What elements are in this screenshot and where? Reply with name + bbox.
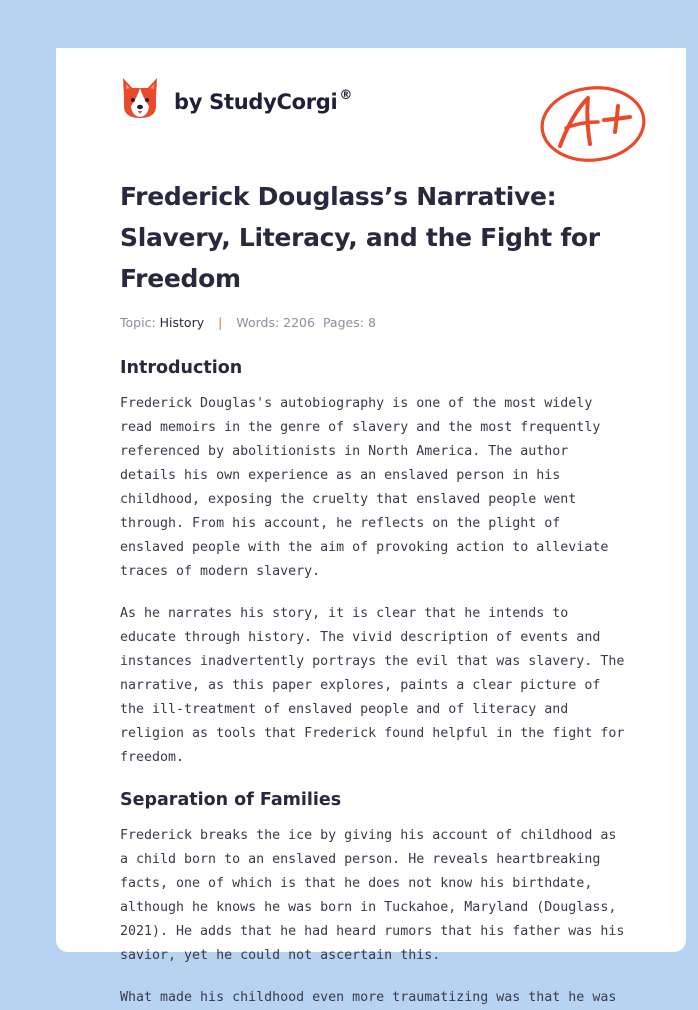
words-label: Words:	[236, 315, 280, 330]
section-heading-introduction: Introduction	[120, 358, 243, 378]
paragraph: Frederick Douglas's autobiography is one of the most widely read memoirs in the genre of slavery and the most frequently referenced by abolitionists in North America. The author details his own experience as an enslaved person in his childhood, exposing the cruelty that enslaved people went through. From his account, he reflects on the plight of enslaved people with the aim of provoking action to alleviate traces of modern slavery.	[120, 396, 609, 579]
a-plus-icon	[538, 84, 648, 164]
topic-value[interactable]: History	[159, 315, 205, 330]
paragraph: Frederick breaks the ice by giving his account of childhood as a child born to an enslaved person. He reveals heartbreaking facts, one of which is that he does not know his birthdate, although he knows he was born in Tuckahoe, Maryland (Douglass, 2021). He adds that he had heard rumors that his father was his savior, yet he could not ascertain this.	[120, 828, 625, 963]
brand-logo[interactable]	[120, 76, 352, 120]
topic-label: Topic:	[120, 315, 156, 330]
grade-badge	[538, 84, 648, 168]
document-content	[120, 176, 632, 1010]
section-heading-separation-of-families: Separation of Families	[120, 790, 342, 810]
document-title: Frederick Douglass’s Narrative: Slavery, Literacy, and the Fight for Freedom	[120, 182, 600, 293]
paragraph: As he narrates his story, it is clear that he intends to educate through history. The vivid description of events and instances inadvertently portrays the evil that was slavery. The narrative, as this paper explores, paints a clear picture of the ill-treatment of enslaved people and of literacy and religion as tools that Frederick found helpful in the fight for freedom.	[120, 606, 625, 765]
words-value: 2206	[283, 315, 315, 330]
paragraph: What made his childhood even more traumatizing was that he was	[120, 990, 617, 1005]
document-page	[56, 48, 686, 1005]
document-meta	[120, 315, 632, 330]
header	[120, 76, 640, 146]
corgi-icon	[120, 76, 160, 120]
brand-name: by StudyCorgi ®	[174, 88, 353, 114]
pages-label: Pages:	[322, 315, 364, 330]
pages-value: 8	[367, 315, 376, 330]
meta-separator: |	[218, 315, 223, 330]
